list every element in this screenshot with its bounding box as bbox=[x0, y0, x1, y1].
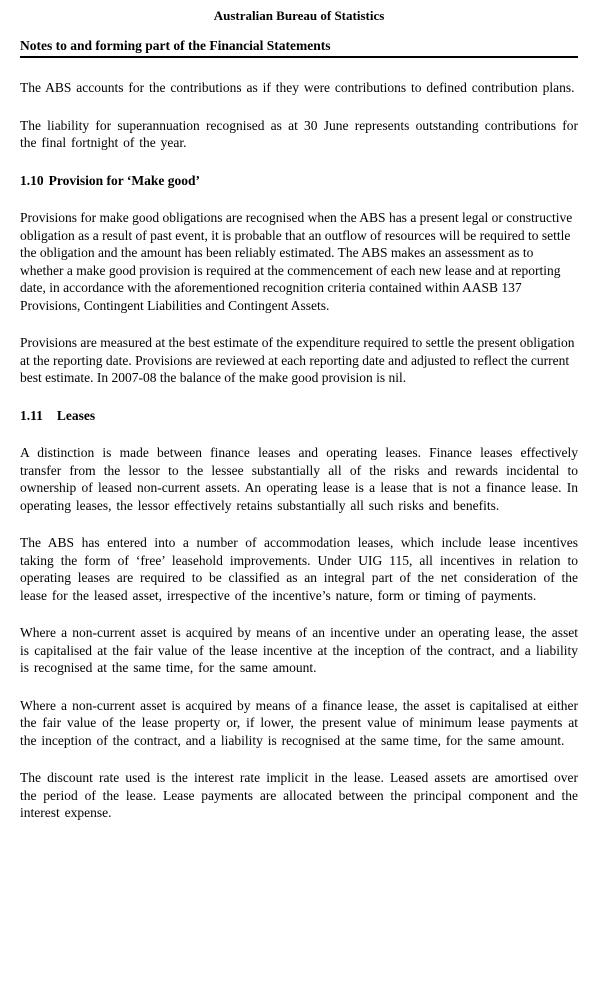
section-heading-1-11 bbox=[20, 407, 578, 425]
paragraph-discount-rate: The discount rate used is the interest rate implicit in the lease. Leased assets are amortised over the period of the lease. Lease payments are allocated between the principal component and the interest expense. bbox=[20, 770, 578, 820]
heading-title: Leases bbox=[56, 407, 96, 423]
paragraph-lease-distinction: A distinction is made between finance leases and operating leases. Finance leases effectively transfer from the lessor to the lessee substantially all of the risks and rewards incidental to ownership of leased non-current assets. An operating lease is a lease that is not a finance lease. In operating leases, the lessor effectively retains substantially all such risks and benefits. bbox=[20, 445, 578, 513]
paragraph-accommodation-leases: The ABS has entered into a number of accommodation leases, which include lease incentives taking the form of ‘free’ leasehold improvements. Under UIG 115, all incentives in relation to operating leases are required to be classified as an integral part of the net consideration of the lease for the leased asset, irrespective of the incentive’s nature, form or timing of payments. bbox=[20, 535, 578, 603]
paragraph-finance-lease-capitalisation: Where a non-current asset is acquired by means of a finance lease, the asset is capitalised at either the fair value of the lease property or, if lower, the present value of minimum lease payments at the inception of the contract, and a liability is recognised at the same time, for the same amount. bbox=[20, 697, 578, 748]
document-title: Australian Bureau of Statistics bbox=[213, 8, 385, 23]
paragraph-operating-lease-incentive: Where a non-current asset is acquired by means of an incentive under an operating lease, the asset is capitalised at the fair value of the lease incentive at the inception of the contract, and a liability is recognised at the same time, for the same amount. bbox=[20, 625, 578, 675]
paragraph-provisions-measurement: Provisions are measured at the best estimate of the expenditure required to settle the present obligation at the reporting date. Provisions are reviewed at each reporting date and adjusted to reflect the current best estimate. In 2007-08 the balance of the make good provision is nil. bbox=[20, 335, 575, 385]
document-subtitle: Notes to and forming part of the Financial Statements bbox=[20, 38, 578, 58]
paragraph-make-good-recognition: Provisions for make good obligations are recognised when the ABS has a present legal or constructive obligation as a result of past event, it is probable that an outflow of resources will be required to settle the obligation and the amount has been reliably estimated. The ABS makes an assessment as to whether a make good provision is required at the commencement of each new lease and at reporting date, in accordance with the aforementioned recognition criteria contained within AASB 137 Provisions, Contingent Liabilities and Contingent Assets. bbox=[20, 210, 573, 313]
paragraph-contributions: The ABS accounts for the contributions as if they were contributions to defined contribution plans. bbox=[20, 80, 575, 95]
paragraph-superannuation-liability: The liability for superannuation recognised as at 30 June represents outstanding contributions for the final fortnight of the year. bbox=[20, 117, 578, 150]
section-heading-1-10 bbox=[20, 172, 578, 190]
heading-title: Provision for ‘Make good’ bbox=[48, 172, 200, 188]
heading-number: 1.10 bbox=[20, 172, 44, 188]
heading-number: 1.11 bbox=[20, 407, 43, 423]
